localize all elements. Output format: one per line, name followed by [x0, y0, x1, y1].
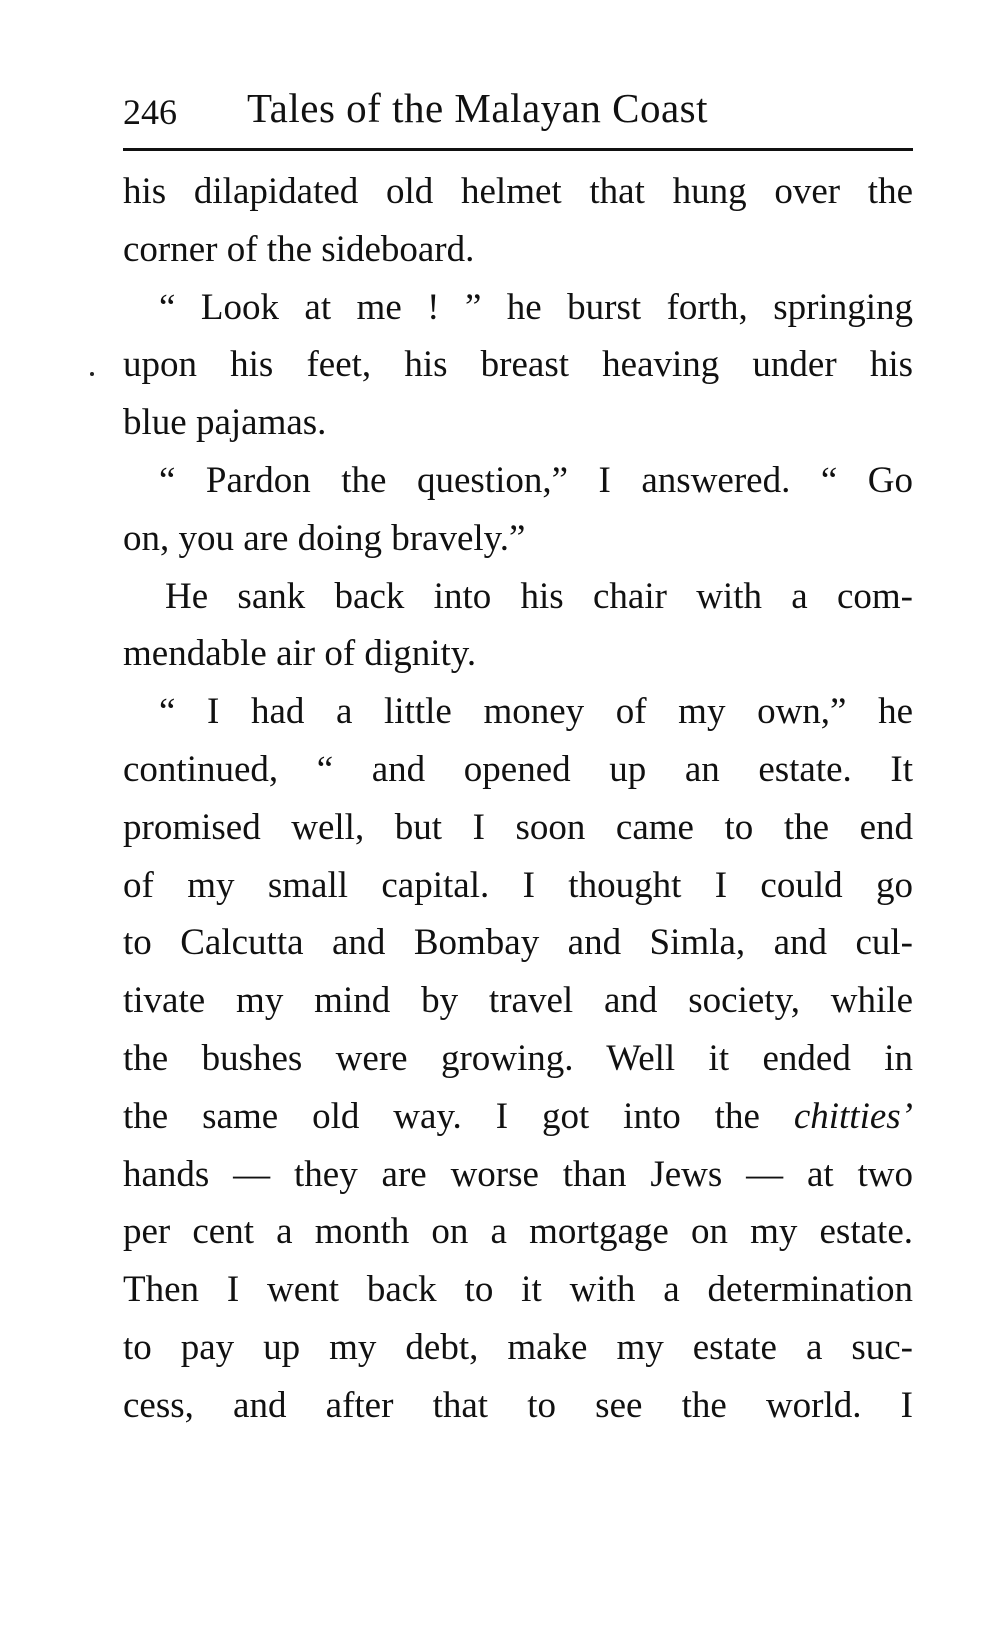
- text-line: cess, and after that to see the world. I: [123, 1384, 913, 1426]
- text-line: continued, “ and opened up an estate. It: [123, 748, 913, 790]
- page-header: [123, 78, 913, 138]
- page-number: 246: [123, 92, 177, 132]
- text-line: of my small capital. I thought I could go: [123, 864, 913, 906]
- text-line: to pay up my debt, make my estate a suc-: [123, 1326, 913, 1368]
- text-line: Then I went back to it with a determination: [123, 1269, 913, 1311]
- text-line: his dilapidated old helmet that hung over the: [123, 171, 913, 212]
- body-text: [123, 163, 913, 1435]
- text-line: blue pajamas.: [123, 402, 327, 444]
- text-line: promised well, but I soon came to the end: [123, 806, 913, 848]
- text-line: on, you are doing bravely.”: [123, 517, 526, 559]
- italic-word: chitties’: [793, 1095, 913, 1137]
- text-line: He sank back into his chair with a com-: [165, 575, 913, 617]
- text-line-start: the same old way. I got into the: [123, 1095, 794, 1137]
- text-line: “ Look at me ! ” he burst forth, springing: [159, 286, 913, 328]
- text-line: the bushes were growing. Well it ended in: [123, 1037, 913, 1079]
- text-line: mendable air of dignity.: [123, 633, 477, 675]
- header-rule: [123, 148, 913, 151]
- running-title: Tales of the Malayan Coast: [247, 85, 708, 131]
- text-line: tivate my mind by travel and society, while: [123, 980, 913, 1022]
- text-line: corner of the sideboard.: [123, 228, 475, 270]
- text-line: [123, 1088, 913, 1146]
- text-line: “ Pardon the question,” I answered. “ Go: [159, 459, 913, 501]
- text-line: “ I had a little money of my own,” he: [159, 691, 913, 733]
- margin-speck: [90, 372, 94, 376]
- text-line: per cent a month on a mortgage on my estate.: [123, 1211, 913, 1253]
- text-line: upon his feet, his breast heaving under his: [123, 344, 913, 386]
- text-line: to Calcutta and Bombay and Simla, and cul-: [123, 922, 913, 964]
- text-line: hands — they are worse than Jews — at two: [123, 1153, 913, 1195]
